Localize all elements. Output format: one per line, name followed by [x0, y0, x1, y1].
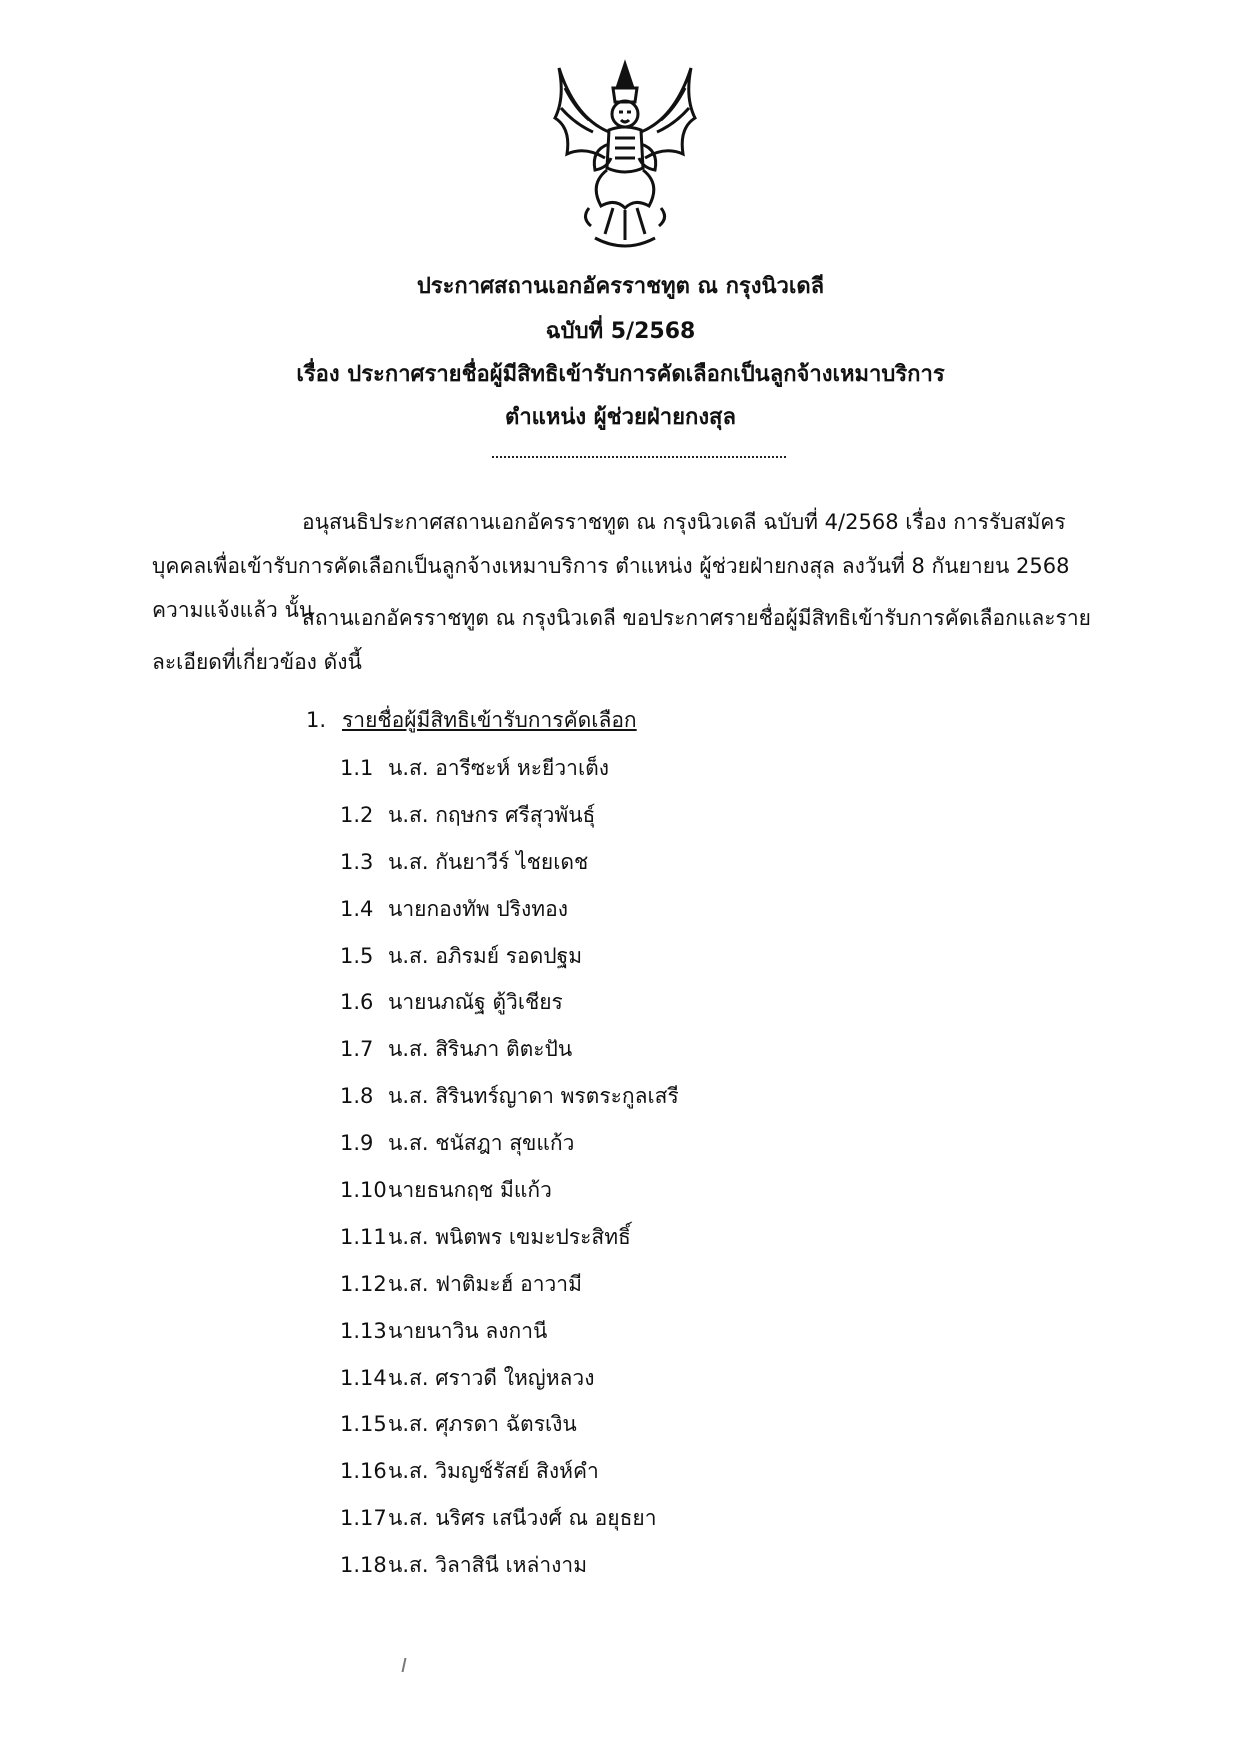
candidate-name: น.ส. วิลาสินี เหล่างาม [388, 1553, 588, 1578]
item-number: 1.5 [340, 943, 374, 968]
candidate-name: น.ส. ฟาติมะฮ์ อาวามี [388, 1271, 582, 1296]
announcement-title: ประกาศสถานเอกอัครราชทูต ณ กรุงนิวเดลี [416, 274, 825, 299]
list-item [340, 982, 679, 1029]
candidate-list [340, 748, 679, 1592]
candidate-name: น.ส. อารีซะห์ หะยีวาเต็ง [388, 756, 610, 780]
candidate-name: น.ส. ศุภรดา ฉัตรเงิน [388, 1412, 577, 1437]
section-title: รายชื่อผู้มีสิทธิเข้ารับการคัดเลือก [342, 708, 637, 732]
item-number: 1.18 [340, 1553, 387, 1578]
candidate-name: น.ส. สิรินทร์ญาดา พรตระกูลเสรี [388, 1084, 679, 1109]
item-number: 1.2 [340, 802, 374, 827]
list-item [340, 1498, 679, 1545]
section-number: 1. [306, 708, 327, 732]
announcement-subject: เรื่อง ประกาศรายชื่อผู้มีสิทธิเข้ารับการคัดเลือกเป็นลูกจ้างเหมาบริการ [296, 362, 945, 387]
list-item [340, 1076, 679, 1123]
candidate-name: น.ส. ชนัสฎา สุขแก้ว [388, 1131, 575, 1156]
candidate-name: น.ส. สิรินภา ติตะปัน [388, 1037, 573, 1062]
list-item [340, 842, 679, 889]
candidate-name: น.ส. พนิตพร เขมะประสิทธิ์ [388, 1224, 631, 1249]
item-number: 1.15 [340, 1412, 387, 1437]
list-item [340, 1123, 679, 1170]
list-item [340, 1404, 679, 1451]
item-number: 1.17 [340, 1506, 387, 1531]
list-item [340, 1217, 679, 1264]
item-number: 1.9 [340, 1131, 374, 1156]
list-item [340, 936, 679, 983]
dotted-divider [492, 456, 786, 458]
candidate-name: นายธนกฤช มีแก้ว [388, 1178, 552, 1203]
intro-text: อนุสนธิประกาศสถานเอกอัครราชทูต ณ กรุงนิวเดลี ฉบับที่ 4/2568 เรื่อง การรับสมัครบุคคลเพื่อเข้ารับการคัดเลือกเป็นลูกจ้างเหมาบริการ ตำแหน่ง ผู้ช่วยฝ่ายกงสุล ลงวันที่ 8 กันยายน 2568 ความแจ้งแล้ว นั้น [152, 510, 1070, 622]
list-item [340, 1311, 679, 1358]
item-number: 1.14 [340, 1365, 387, 1390]
list-item [340, 889, 679, 936]
item-number: 1.7 [340, 1037, 374, 1062]
candidate-name: น.ส. ศราวดี ใหญ่หลวง [388, 1365, 595, 1390]
item-number: 1.1 [340, 756, 374, 780]
list-item [340, 1264, 679, 1311]
item-number: 1.6 [340, 990, 374, 1015]
stray-mark [402, 1658, 407, 1672]
item-number: 1.8 [340, 1084, 374, 1109]
candidate-name: น.ส. อภิรมย์ รอดปฐม [388, 943, 583, 968]
list-item [340, 795, 679, 842]
item-number: 1.11 [340, 1224, 387, 1249]
list-item [340, 1358, 679, 1405]
candidate-name: นายนภณัฐ ตู้วิเชียร [388, 990, 563, 1015]
item-number: 1.10 [340, 1178, 387, 1203]
list-item [340, 1170, 679, 1217]
announcement-paragraph [152, 596, 1112, 684]
announcement-text: สถานเอกอัครราชทูต ณ กรุงนิวเดลี ขอประกาศรายชื่อผู้มีสิทธิเข้ารับการคัดเลือกและรายละเอียดที่เกี่ยวข้อง ดังนี้ [152, 606, 1091, 674]
item-number: 1.4 [340, 896, 374, 921]
candidate-name: น.ส. กฤษกร ศรีสุวพันธุ์ [388, 802, 596, 827]
position-title: ตำแหน่ง ผู้ช่วยฝ่ายกงสุล [505, 405, 736, 430]
candidate-name: นายนาวิน ลงกานี [388, 1318, 548, 1343]
item-number: 1.16 [340, 1459, 387, 1484]
item-number: 1.3 [340, 849, 374, 874]
candidate-name: นายกองทัพ ปริงทอง [388, 896, 568, 921]
announcement-number: ฉบับที่ 5/2568 [545, 319, 696, 344]
list-item [340, 1029, 679, 1076]
item-number: 1.13 [340, 1318, 387, 1343]
section-heading [306, 700, 637, 740]
list-item [340, 1545, 679, 1592]
list-item [340, 1451, 679, 1498]
list-item [340, 748, 679, 795]
candidate-name: น.ส. กันยาวีร์ ไชยเดช [388, 849, 589, 874]
garuda-emblem-icon [545, 58, 705, 258]
candidate-name: น.ส. นริศร เสนีวงศ์ ณ อยุธยา [388, 1506, 657, 1531]
item-number: 1.12 [340, 1271, 387, 1296]
candidate-name: น.ส. วิมญช์รัสย์ สิงห์คำ [388, 1459, 599, 1484]
